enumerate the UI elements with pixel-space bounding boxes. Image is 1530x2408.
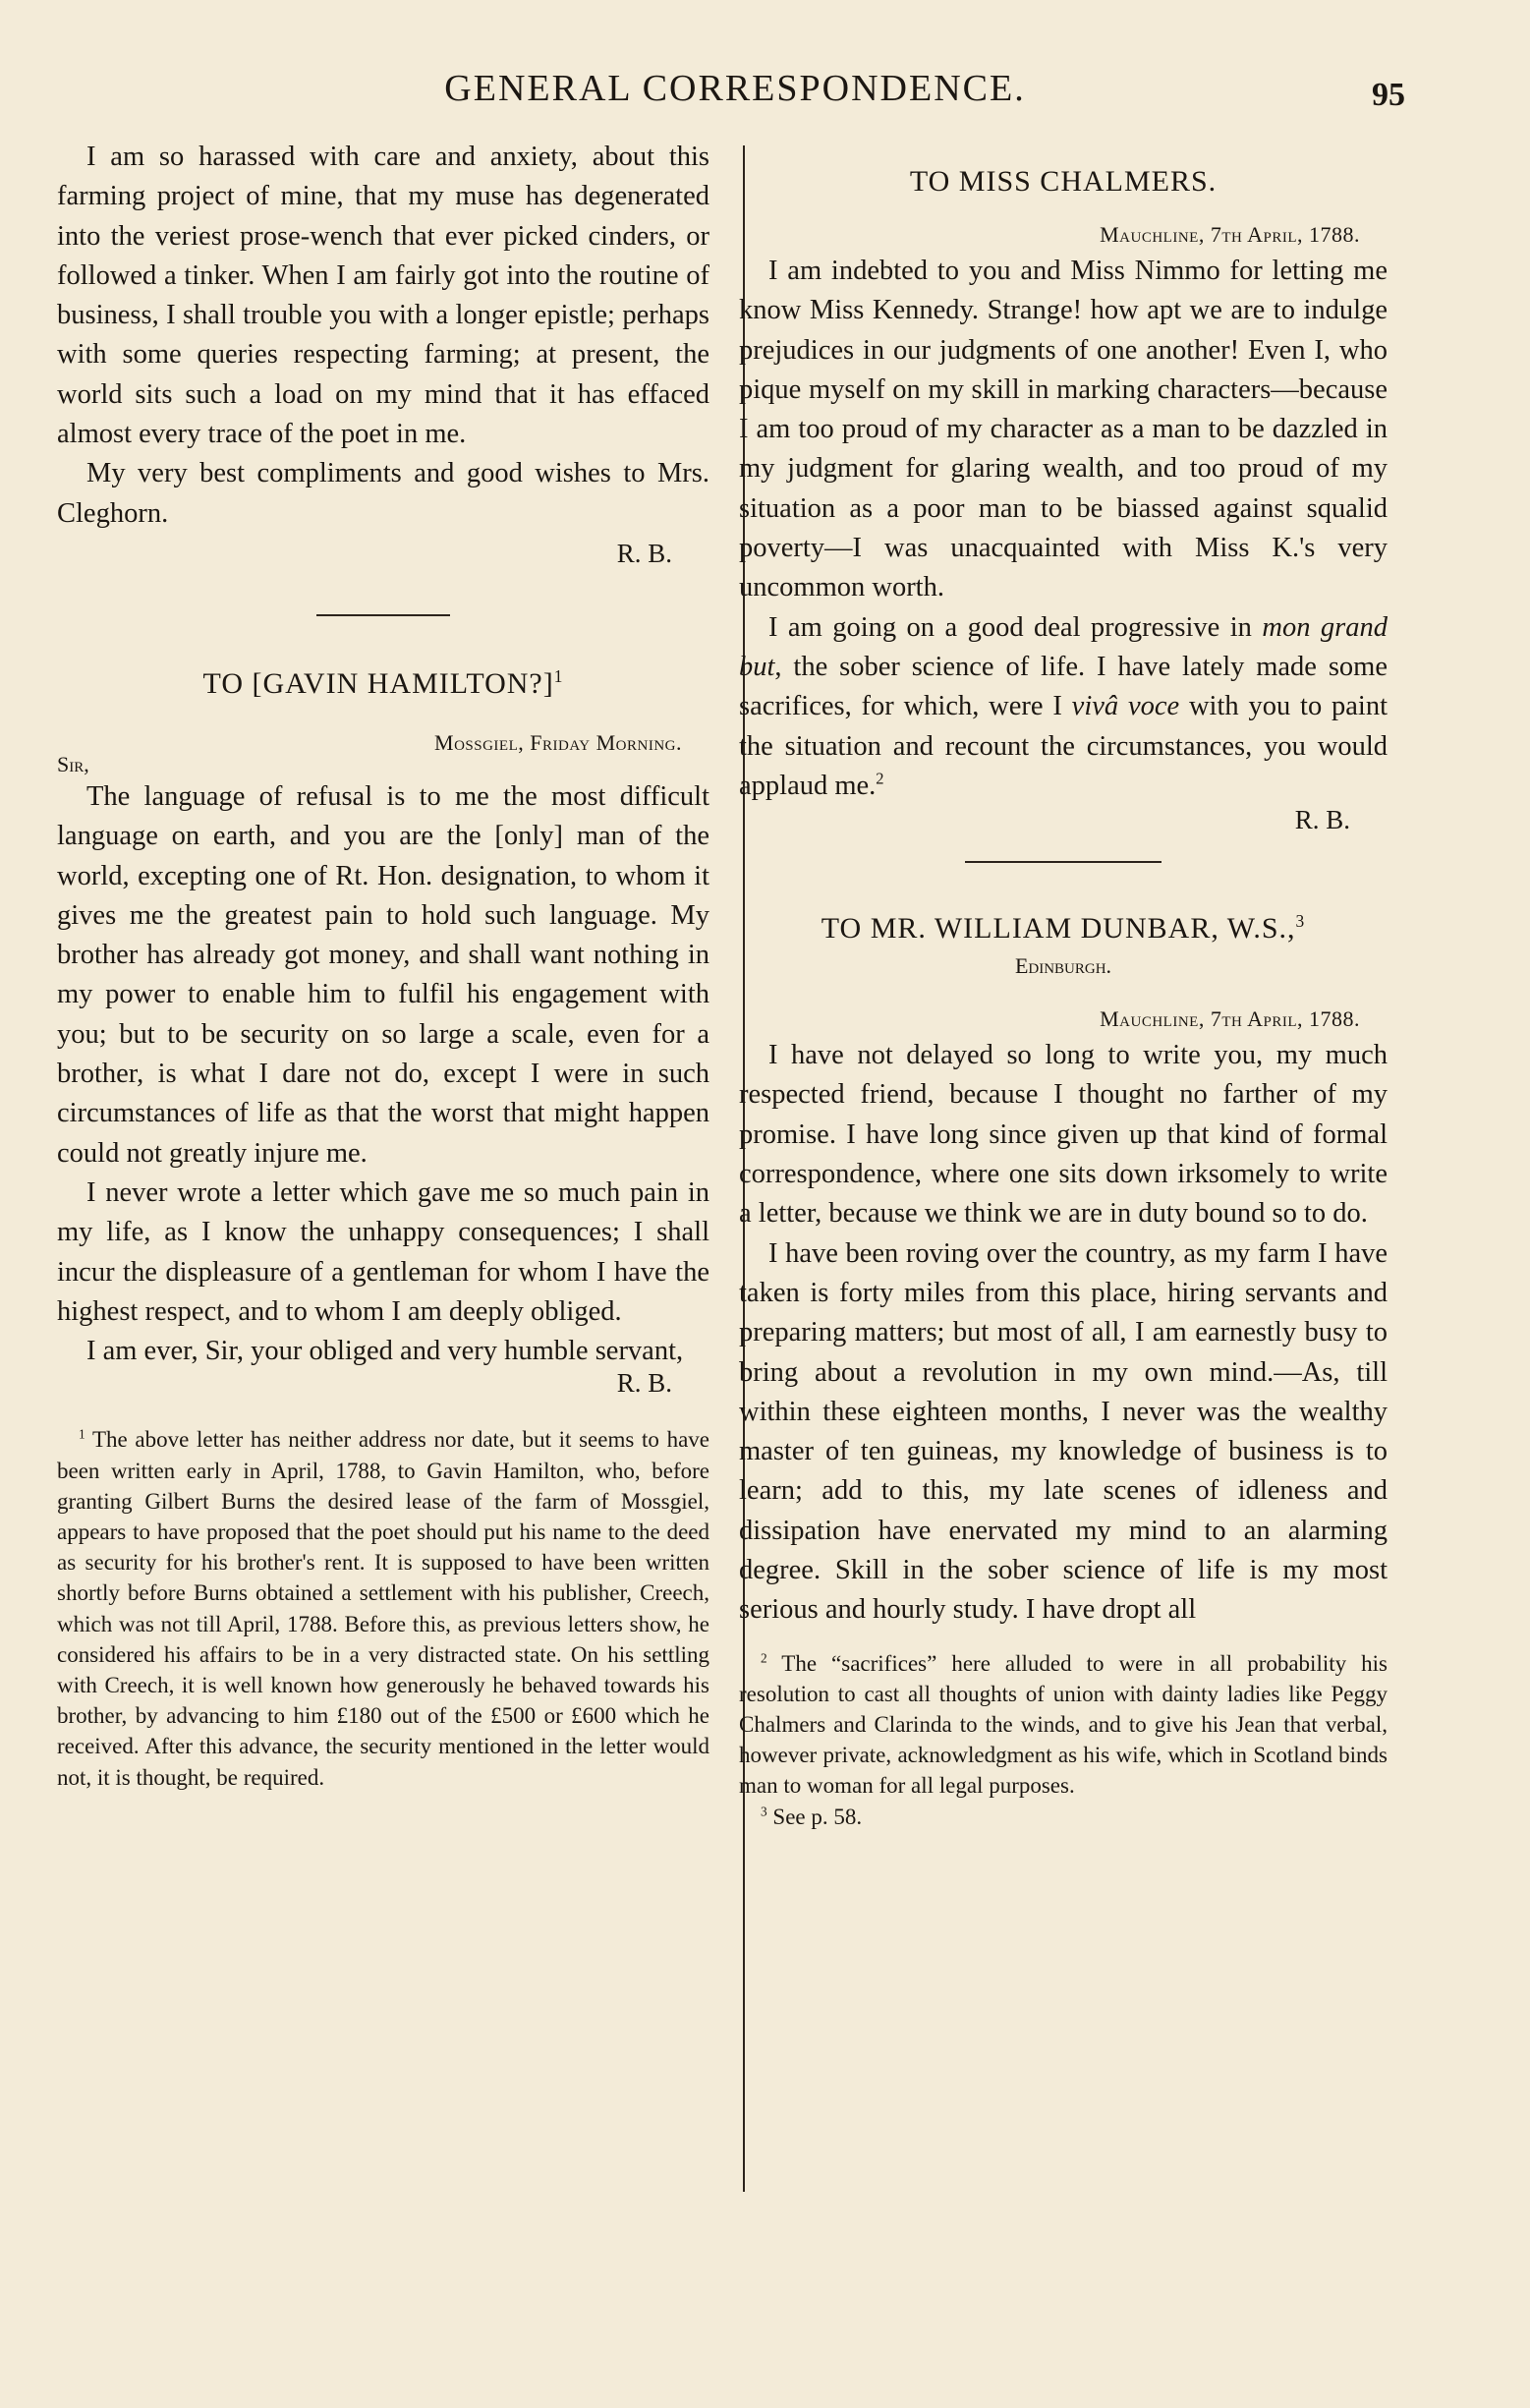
footnote-marker: 3 <box>761 1803 767 1818</box>
running-header: GENERAL CORRESPONDENCE. <box>444 68 1026 109</box>
left-column <box>57 138 709 1793</box>
letter-closing-paragraph: My very best compliments and good wishes to Mrs. Cleghorn. <box>57 458 709 529</box>
letter-heading: TO MISS CHALMERS. <box>909 165 1218 198</box>
letter-heading: TO [GAVIN HAMILTON?]$^1$ <box>202 665 564 700</box>
section-separator <box>316 614 450 616</box>
dateline: Mossgiel, Friday Morning. <box>434 729 682 755</box>
letter-paragraph: I am indebted to you and Miss Nimmo for letting me know Miss Kennedy. Strange! how apt we are to indulge prejudices in our judgments of one another! Even I, who pique myself on my skill in marking characters—because I am too proud of my character as a man to be dazzled in my judgment for glaring wealth, and too proud of my situation as a poor man to be biassed against squalid poverty—I was unacquainted with Miss K.'s very uncommon worth. <box>739 256 1388 603</box>
signature: R. B. <box>616 538 672 568</box>
letter-paragraph: I am going on a good deal progressive in mon grand but, the sober science of life. I have lately made some sacrifices, for which, were I vivâ voce with you to paint the situation and recount the circumstances, you would applaud me.$^2$ <box>739 611 1388 801</box>
footnote-ref: 1 <box>553 665 564 686</box>
dateline: Mauchline, 7th April, 1788. <box>1100 1006 1360 1032</box>
letter-paragraph: I never wrote a letter which gave me so much pain in my life, as I know the unhappy consequences; I shall incur the displeasure of a gentleman for whom I have the highest respect, and to whom I am deeply obliged. <box>57 1176 709 1327</box>
letter-paragraph: I have been roving over the country, as my farm I have taken is forty miles from this place, hiring servants and preparing matters; but most of all, I am earnestly busy to bring about a revolution in my own mind.—As, till within these eighteen months, I never was the wealthy master of ten guineas, my knowledge of business is to learn; add to this, my late scenes of idleness and dissipation have enervated my mind to an alarming degree. Skill in the sober science of life is my most serious and hourly study. I have dropt all <box>739 1237 1388 1626</box>
footnote: $^3$ See p. 58. <box>761 1803 863 1829</box>
letter-heading: TO MR. WILLIAM DUNBAR, W.S.,$^3$ <box>821 911 1306 946</box>
footnote-marker: 2 <box>761 1649 767 1665</box>
footnote: $^2$ The “sacrifices” here alluded to were in all probability his resolution to cast all thoughts of union with dainty ladies like Peggy Chalmers and Clarinda to the winds, and to give his Jean that verbal, however private, acknowledgment as his wife, which in Scotland binds man to woman for all legal purposes. <box>739 1649 1388 1799</box>
dateline: Mauchline, 7th April, 1788. <box>1100 222 1360 247</box>
footnote-ref: 3 <box>1295 911 1306 932</box>
letter-paragraph: The language of refusal is to me the most difficult language on earth, and you are the [only] man of the world, excepting one of Rt. Hon. designation, to whom it gives me the greatest pain to hold such language. My brother has already got money, and shall want nothing in my power to enable him to fulfil his engagement with you; but to be security on so large a scale, even for a brother, is what I dare not do, except I were in such circumstances of life as that the worst that might happen could not greatly injure me. <box>57 780 709 1169</box>
letter-continuation-paragraph: I am so harassed with care and anxiety, about this farming project of mine, that my muse has degenerated into the veriest prose-wench that ever picked cinders, or followed a tinker. When I am fairly got into the routine of business, I shall trouble you with a longer epistle; perhaps with some queries respecting farming; at present, the world sits such a load on my mind that it has effaced almost every trace of the poet in me. <box>57 142 709 450</box>
letter-paragraph: I am ever, Sir, your obliged and very humble servant, <box>86 1336 684 1367</box>
salutation: Sir, <box>57 751 89 776</box>
footnote: $^1$ The above letter has neither address nor date, but it seems to have been written early in April, 1788, to Gavin Hamilton, who, before granting Gilbert Burns the desired lease of the farm of Mossgiel, appears to have proposed that the poet should put his name to the deed as security for his brother's rent. It is supposed to have been written shortly before Burns obtained a settlement with his publisher, Creech, which was not till April, 1788. Before this, as previous letters show, he considered his affairs to be in a very distracted state. On his settling with Creech, it is well known how generously he behaved towards his brother, by advancing to him £180 out of the £500 or £600 which he received. After this advance, the security mentioned in the letter would not, it is thought, be required. <box>57 1426 709 1790</box>
page-number: 95 <box>1372 77 1405 113</box>
right-column <box>739 138 1388 1832</box>
signature: R. B. <box>616 1368 672 1399</box>
footnote-ref: 2 <box>876 769 884 788</box>
letter-paragraph: I have not delayed so long to write you, my much respected friend, because I thought no farther of my promise. I have long since given up that kind of formal correspondence, where one sits down irksomely to write a letter, because we think we are in duty bound so to do. <box>739 1040 1388 1230</box>
signature: R. B. <box>1294 805 1350 835</box>
footnote-marker: 1 <box>79 1426 85 1442</box>
section-separator <box>965 861 1162 863</box>
letter-subheading: Edinburgh. <box>1014 953 1112 979</box>
